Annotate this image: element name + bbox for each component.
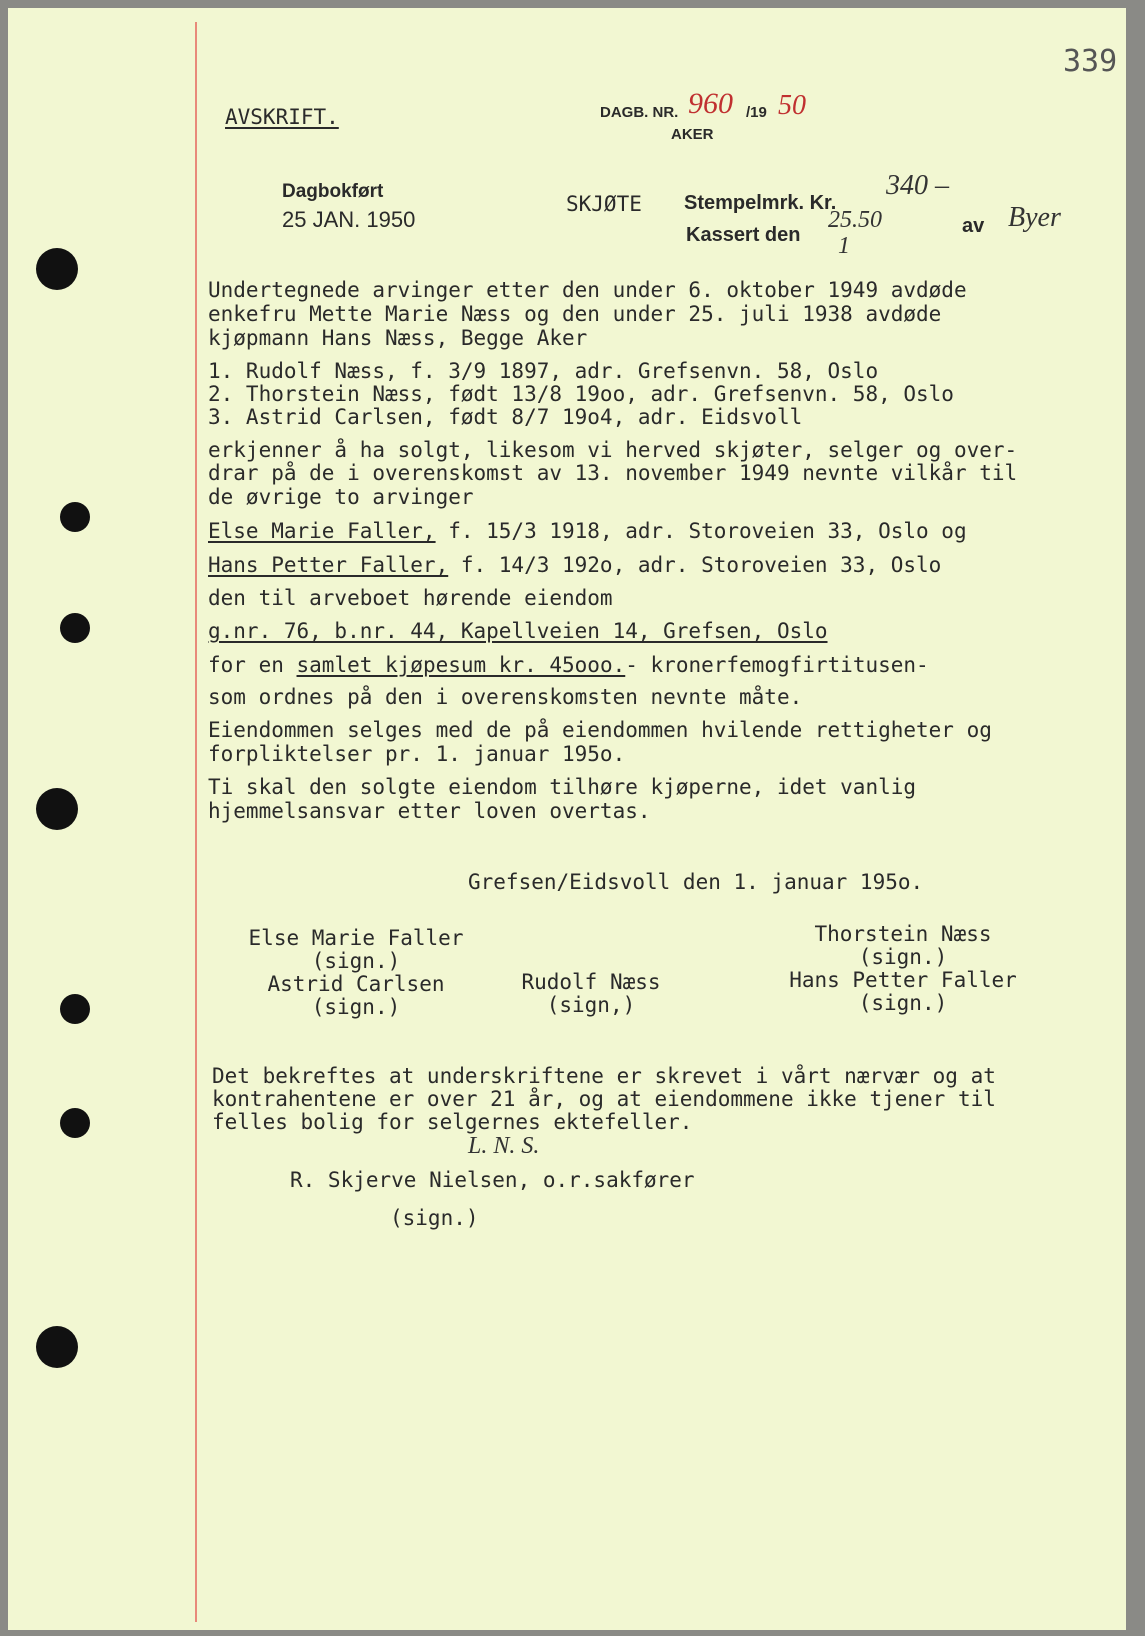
witness-name: R. Skjerve Nielsen, o.r.sakfører (290, 1168, 695, 1192)
kassert-value2: 1 (838, 233, 850, 259)
intro-line: kjøpmann Hans Næss, Begge Aker (208, 326, 588, 350)
kassert-label: Kassert den (686, 224, 801, 246)
stempel-value: 340 – (886, 170, 949, 201)
intro-line: Undertegnede arvinger etter den under 6. oktober 1949 avdøde (208, 278, 967, 302)
sale-line: de øvrige to arvinger (208, 485, 474, 509)
signature-mark: (sign.) (311, 949, 401, 973)
intro-line: enkefru Mette Marie Næss og den under 25. juli 1938 avdøde (208, 302, 942, 326)
av-label: av (962, 215, 985, 237)
witness-initials: L. N. S. (468, 1133, 540, 1159)
signature-name: Else Marie Faller (248, 926, 464, 950)
title-line: hjemmelsansvar etter loven overtas. (208, 799, 651, 823)
buyer-details: f. 14/3 192o, adr. Storoveien 33, Oslo (448, 553, 942, 577)
dagb-nr-label: DAGB. NR. (600, 104, 679, 121)
dagb-year-printed: /19 (746, 104, 767, 121)
stempel-label: Stempelmrk. Kr. (684, 192, 837, 214)
avskrift-heading: AVSKRIFT. (225, 105, 339, 129)
place-date: Grefsen/Eidsvoll den 1. januar 195o. (468, 870, 924, 894)
signature-mark: (sign,) (546, 993, 636, 1017)
encumbrance-line: Eiendommen selges med de på eiendommen hvilende rettigheter og (208, 718, 992, 742)
witness-line: Det bekreftes at underskriftene er skrevet i vårt nærvær og at (212, 1064, 996, 1088)
buyer-name: Hans Petter Faller, (208, 553, 449, 577)
page-number: 339 (1063, 44, 1118, 79)
signature-mark: (sign.) (858, 945, 948, 969)
binder-hole (36, 1326, 78, 1368)
signature-name: Hans Petter Faller (789, 968, 1017, 992)
sale-line: drar på de i overenskomst av 13. november 1949 nevnte vilkår til (208, 461, 1018, 485)
buyer-line (208, 519, 967, 543)
signature-mark: (sign.) (858, 991, 948, 1015)
encumbrance-line: forpliktelser pr. 1. januar 195o. (208, 742, 626, 766)
dagbokfort-date: 25 JAN. 1950 (282, 207, 416, 232)
document-type: SKJØTE (566, 192, 642, 216)
buyer-line (208, 553, 941, 577)
seller-line: 2. Thorstein Næss, født 13/8 19oo, adr. Grefsenvn. 58, Oslo (208, 382, 954, 406)
binder-hole (60, 1108, 90, 1138)
price-line: som ordnes på den i overenskomsten nevnte måte. (208, 685, 803, 709)
price-prefix: for en (208, 653, 297, 677)
price-words: - kronerfemogfirtitusen- (625, 653, 929, 677)
binder-hole (36, 248, 78, 290)
price-amount: samlet kjøpesum kr. 45ooo. (296, 653, 626, 677)
document-page (8, 8, 1126, 1630)
kassert-value: 25.50 (828, 207, 882, 233)
dagb-year-hand: 50 (778, 90, 806, 121)
dagb-nr-value: 960 (688, 87, 733, 120)
signature-name: Astrid Carlsen (267, 972, 445, 996)
binder-hole (60, 994, 90, 1024)
price-line (208, 653, 929, 677)
aker-stamp: AKER (671, 126, 714, 143)
buyer-details: f. 15/3 1918, adr. Storoveien 33, Oslo og (435, 519, 967, 543)
av-value: Byer (1008, 202, 1061, 233)
binder-hole (36, 788, 78, 830)
binder-hole (60, 613, 90, 643)
margin-line (195, 22, 197, 1622)
witness-line: kontrahentene er over 21 år, og at eiendommene ikke tjener til (212, 1087, 996, 1111)
seller-line: 1. Rudolf Næss, f. 3/9 1897, adr. Grefsenvn. 58, Oslo (208, 359, 879, 383)
witness-sign: (sign.) (390, 1206, 479, 1230)
sale-line: erkjenner å ha solgt, likesom vi herved skjøter, selger og over- (208, 438, 1018, 462)
property-intro: den til arveboet hørende eiendom (208, 586, 613, 610)
property-description: g.nr. 76, b.nr. 44, Kapellveien 14, Grefsen, Oslo (208, 619, 828, 643)
binder-hole (60, 502, 90, 532)
signature-name: Rudolf Næss (521, 970, 661, 994)
title-line: Ti skal den solgte eiendom tilhøre kjøperne, idet vanlig (208, 775, 917, 799)
dagbokfort-label: Dagbokført (282, 181, 384, 202)
signature-mark: (sign.) (311, 995, 401, 1019)
buyer-name: Else Marie Faller, (208, 519, 436, 543)
seller-line: 3. Astrid Carlsen, født 8/7 19o4, adr. Eidsvoll (208, 405, 803, 429)
signature-name: Thorstein Næss (814, 922, 992, 946)
witness-line: felles bolig for selgernes ektefeller. (212, 1110, 693, 1134)
